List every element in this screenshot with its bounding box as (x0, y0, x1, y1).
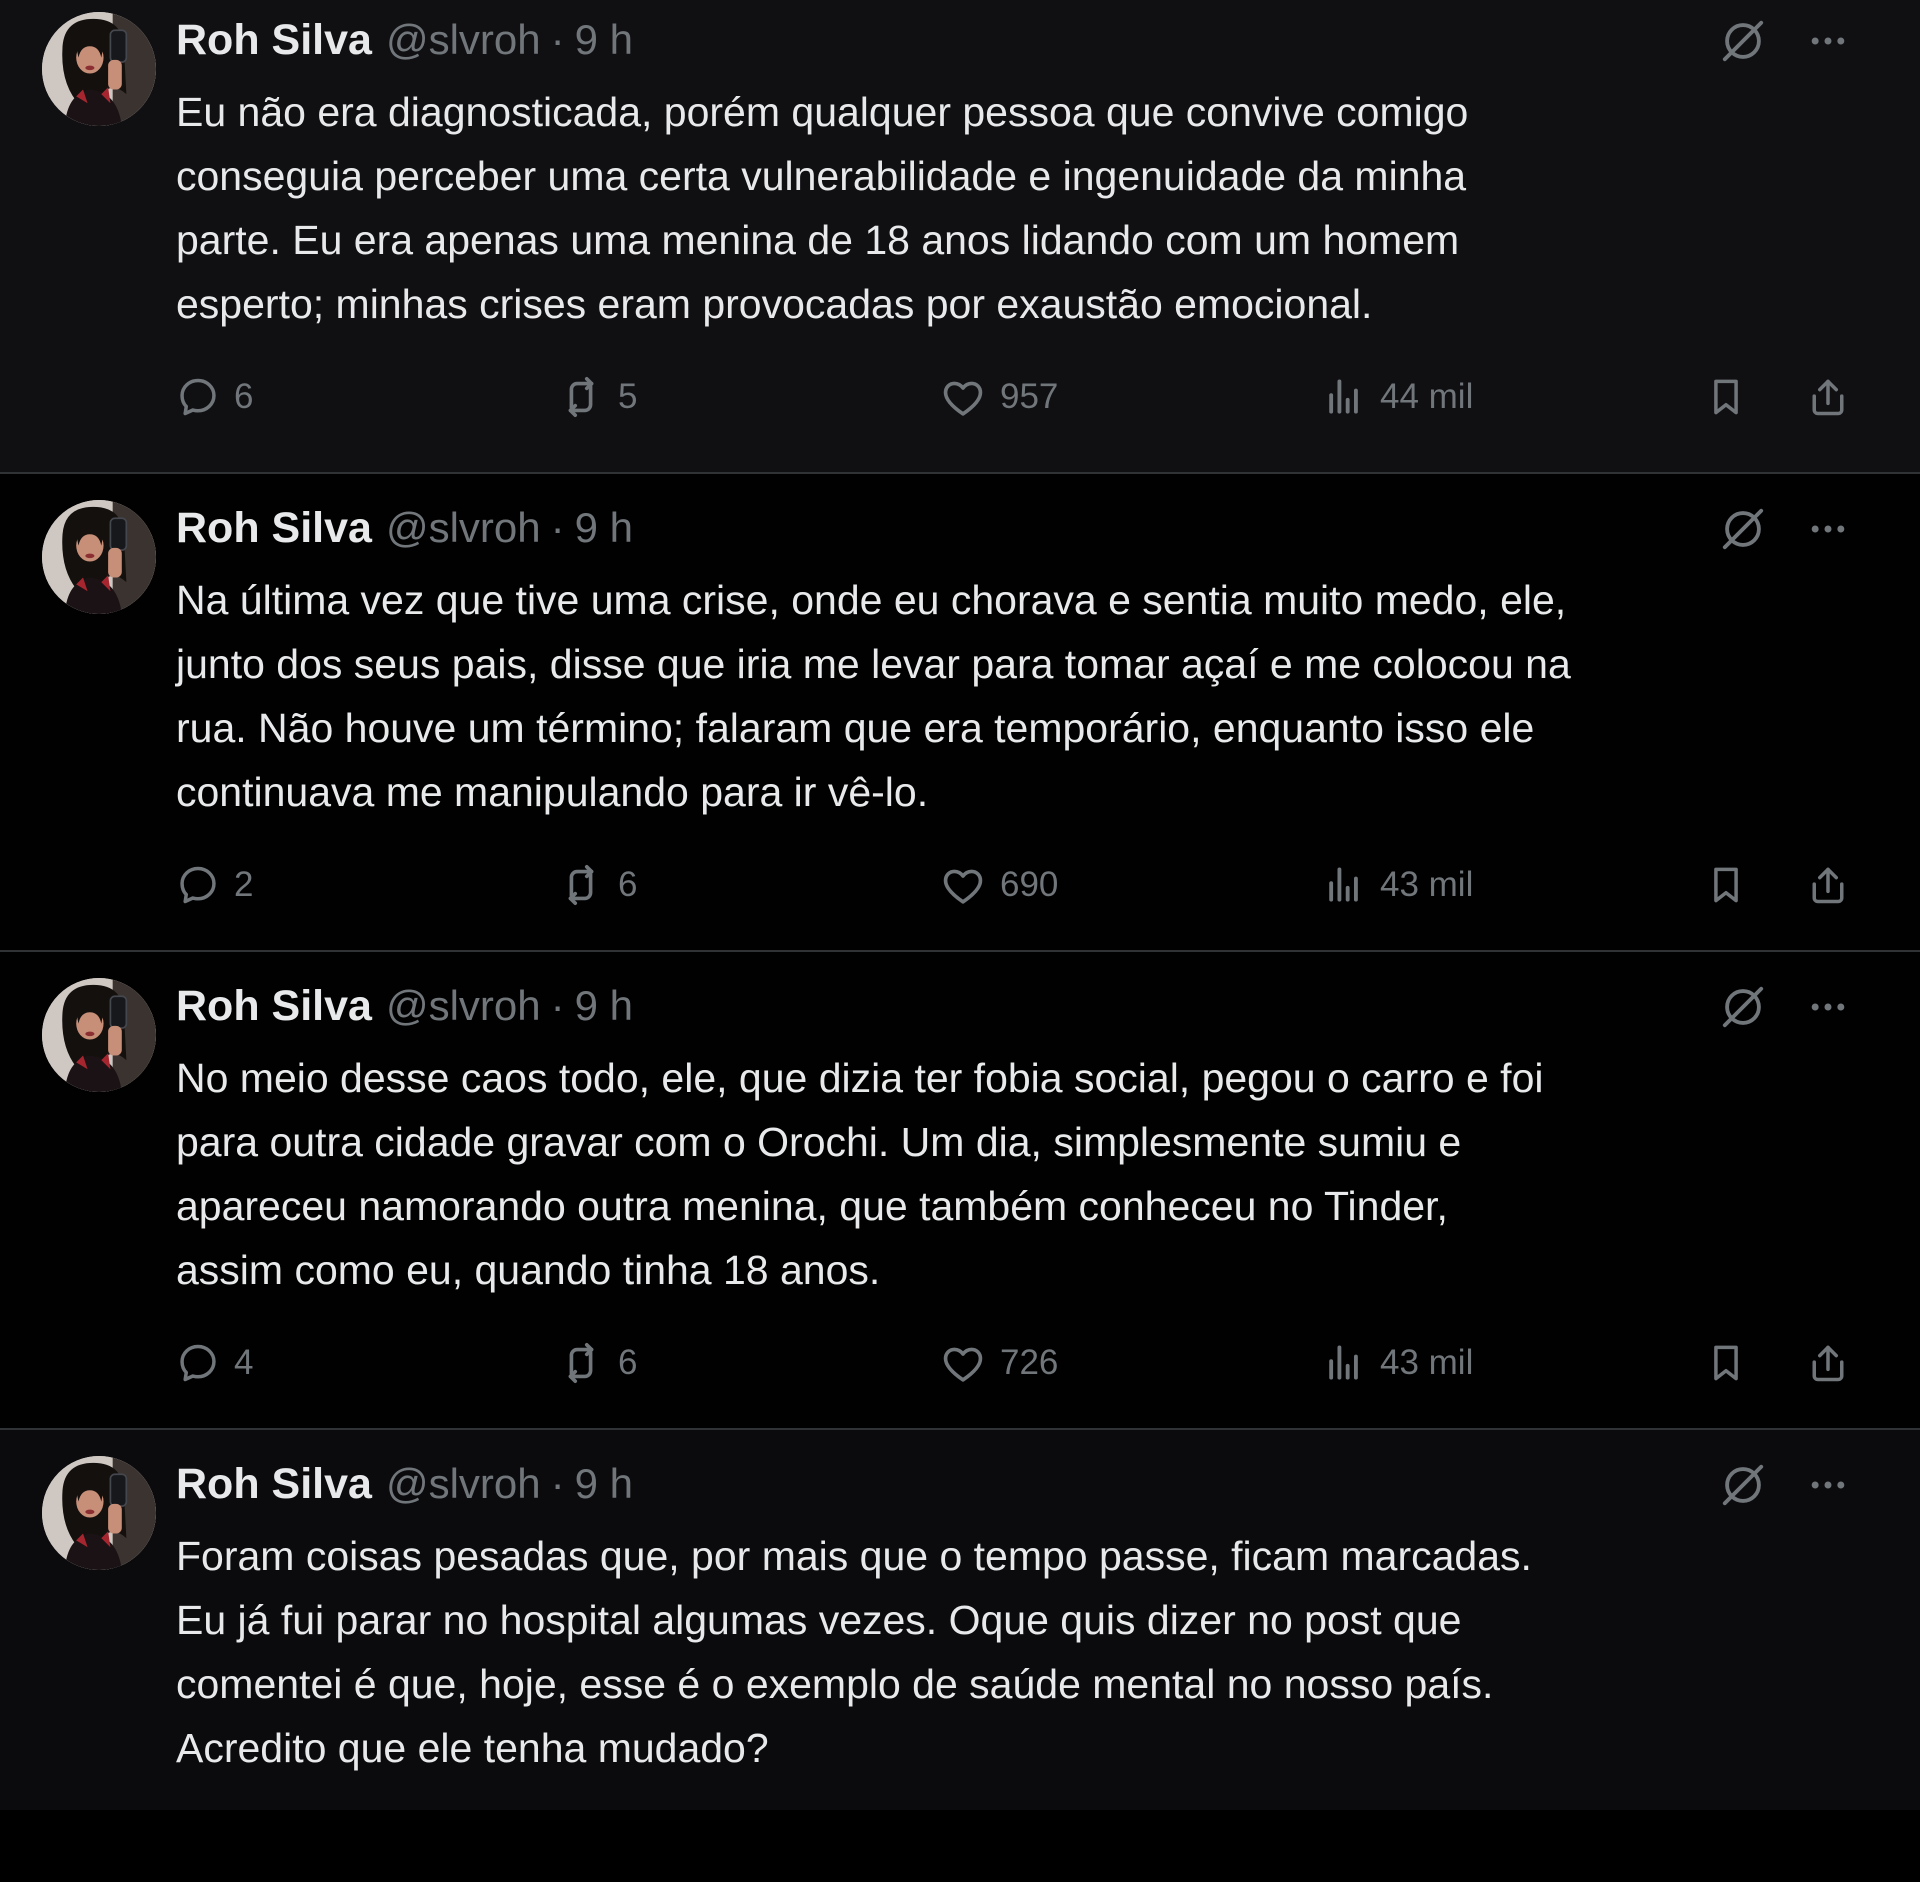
reply-count: 6 (234, 377, 254, 416)
tweet-header (176, 500, 1850, 556)
meta-separator: · (550, 1460, 565, 1507)
reply-icon (176, 1341, 220, 1385)
action-bar (176, 862, 1850, 908)
tweet-text (176, 568, 1850, 824)
repost-count: 6 (618, 1343, 638, 1382)
like-button[interactable] (940, 374, 1322, 420)
avatar-image (42, 12, 156, 126)
handle[interactable]: @slvroh (385, 982, 541, 1029)
tweet-text-line: continuava me manipulando para ir vê-lo. (176, 769, 929, 815)
reply-icon (176, 375, 220, 419)
tweet-text-line: Eu não era diagnosticada, porém qualquer pessoa que convive comigo (176, 89, 1469, 135)
avatar-image (42, 1456, 156, 1570)
tweet[interactable] (0, 952, 1920, 1430)
handle[interactable]: @slvroh (385, 1460, 541, 1507)
views-button[interactable] (1322, 863, 1704, 907)
timestamp[interactable]: 9 h (574, 504, 633, 551)
action-bar (176, 374, 1850, 420)
repost-icon (558, 1340, 604, 1386)
more-button[interactable] (1806, 985, 1850, 1029)
tweet-text-line: Eu já fui parar no hospital algumas vezes. Oque quis dizer no post que (176, 1597, 1462, 1643)
share-icon (1806, 863, 1850, 907)
reply-icon (176, 863, 220, 907)
tweet-text-line: esperto; minhas crises eram provocadas por exaustão emocional. (176, 281, 1373, 327)
grok-icon (1720, 984, 1766, 1030)
share-button[interactable] (1806, 863, 1850, 907)
avatar-image (42, 978, 156, 1092)
heart-icon (940, 374, 986, 420)
more-button[interactable] (1806, 1463, 1850, 1507)
reply-count: 4 (234, 1343, 254, 1382)
tweet-text-line: No meio desse caos todo, ele, que dizia ter fobia social, pegou o carro e foi (176, 1055, 1544, 1101)
tweet[interactable] (0, 1430, 1920, 1810)
repost-icon (558, 374, 604, 420)
heart-icon (940, 1340, 986, 1386)
display-name[interactable]: Roh Silva (176, 1460, 372, 1508)
tweet-text-line: para outra cidade gravar com o Orochi. Um dia, simplesmente sumiu e (176, 1119, 1462, 1165)
repost-button[interactable] (558, 1340, 940, 1386)
tweet[interactable] (0, 474, 1920, 952)
repost-count: 5 (618, 377, 638, 416)
display-name[interactable]: Roh Silva (176, 16, 372, 64)
heart-icon (940, 862, 986, 908)
handle[interactable]: @slvroh (385, 504, 541, 551)
reply-count: 2 (234, 865, 254, 904)
view-count: 43 mil (1380, 865, 1474, 904)
like-button[interactable] (940, 862, 1322, 908)
tweet-text (176, 1046, 1850, 1302)
tweet-header (176, 978, 1850, 1034)
tweet-text-line: Na última vez que tive uma crise, onde eu chorava e sentia muito medo, ele, (176, 577, 1567, 623)
tweet-text-line: assim como eu, quando tinha 18 anos. (176, 1247, 881, 1293)
view-count: 43 mil (1380, 1343, 1474, 1382)
tweet-text-line: rua. Não houve um término; falaram que era temporário, enquanto isso ele (176, 705, 1535, 751)
tweet-text-line: conseguia perceber uma certa vulnerabilidade e ingenuidade da minha (176, 153, 1467, 199)
bookmark-icon (1704, 375, 1748, 419)
analytics-icon (1322, 863, 1366, 907)
share-icon (1806, 1341, 1850, 1385)
meta-separator: · (550, 16, 565, 63)
more-icon (1806, 1463, 1850, 1507)
repost-icon (558, 862, 604, 908)
share-icon (1806, 375, 1850, 419)
grok-icon (1720, 1462, 1766, 1508)
like-count: 726 (1000, 1343, 1059, 1382)
bookmark-icon (1704, 1341, 1748, 1385)
tweet[interactable] (0, 0, 1920, 474)
tweet-text-line: apareceu namorando outra menina, que também conheceu no Tinder, (176, 1183, 1448, 1229)
analytics-icon (1322, 1341, 1366, 1385)
like-count: 690 (1000, 865, 1059, 904)
avatar-image (42, 500, 156, 614)
views-button[interactable] (1322, 375, 1704, 419)
tweet-text-line: junto dos seus pais, disse que iria me levar para tomar açaí e me colocou na (176, 641, 1571, 687)
timestamp[interactable]: 9 h (574, 1460, 633, 1507)
reply-button[interactable] (176, 375, 558, 419)
meta-separator: · (550, 982, 565, 1029)
action-bar (176, 1340, 1850, 1386)
bookmark-button[interactable] (1704, 1341, 1748, 1385)
tweet-text (176, 1524, 1850, 1780)
reply-button[interactable] (176, 863, 558, 907)
more-icon (1806, 507, 1850, 551)
repost-button[interactable] (558, 374, 940, 420)
more-icon (1806, 985, 1850, 1029)
grok-icon (1720, 18, 1766, 64)
grok-icon (1720, 506, 1766, 552)
share-button[interactable] (1806, 1341, 1850, 1385)
handle[interactable]: @slvroh (385, 16, 541, 63)
bookmark-button[interactable] (1704, 863, 1748, 907)
more-button[interactable] (1806, 19, 1850, 63)
grok-button[interactable] (1720, 1462, 1766, 1508)
repost-button[interactable] (558, 862, 940, 908)
display-name[interactable]: Roh Silva (176, 504, 372, 552)
like-count: 957 (1000, 377, 1059, 416)
tweet-text-line: comentei é que, hoje, esse é o exemplo de saúde mental no nosso país. (176, 1661, 1494, 1707)
analytics-icon (1322, 375, 1366, 419)
grok-button[interactable] (1720, 18, 1766, 64)
avatar[interactable] (42, 12, 156, 126)
repost-count: 6 (618, 865, 638, 904)
tweet-text-line: Foram coisas pesadas que, por mais que o tempo passe, ficam marcadas. (176, 1533, 1532, 1579)
tweet-text-line: Acredito que ele tenha mudado? (176, 1725, 769, 1771)
display-name[interactable]: Roh Silva (176, 982, 372, 1030)
more-button[interactable] (1806, 507, 1850, 551)
bookmark-icon (1704, 863, 1748, 907)
view-count: 44 mil (1380, 377, 1474, 416)
views-button[interactable] (1322, 1341, 1704, 1385)
avatar[interactable] (42, 500, 156, 614)
tweet-text (176, 80, 1850, 336)
meta-separator: · (550, 504, 565, 551)
avatar[interactable] (42, 978, 156, 1092)
tweet-text-line: parte. Eu era apenas uma menina de 18 anos lidando com um homem (176, 217, 1460, 263)
bookmark-button[interactable] (1704, 375, 1748, 419)
share-button[interactable] (1806, 375, 1850, 419)
timestamp[interactable]: 9 h (574, 16, 633, 63)
tweet-header (176, 12, 1850, 68)
reply-button[interactable] (176, 1341, 558, 1385)
timestamp[interactable]: 9 h (574, 982, 633, 1029)
tweet-header (176, 1456, 1850, 1512)
grok-button[interactable] (1720, 984, 1766, 1030)
avatar[interactable] (42, 1456, 156, 1570)
grok-button[interactable] (1720, 506, 1766, 552)
more-icon (1806, 19, 1850, 63)
like-button[interactable] (940, 1340, 1322, 1386)
